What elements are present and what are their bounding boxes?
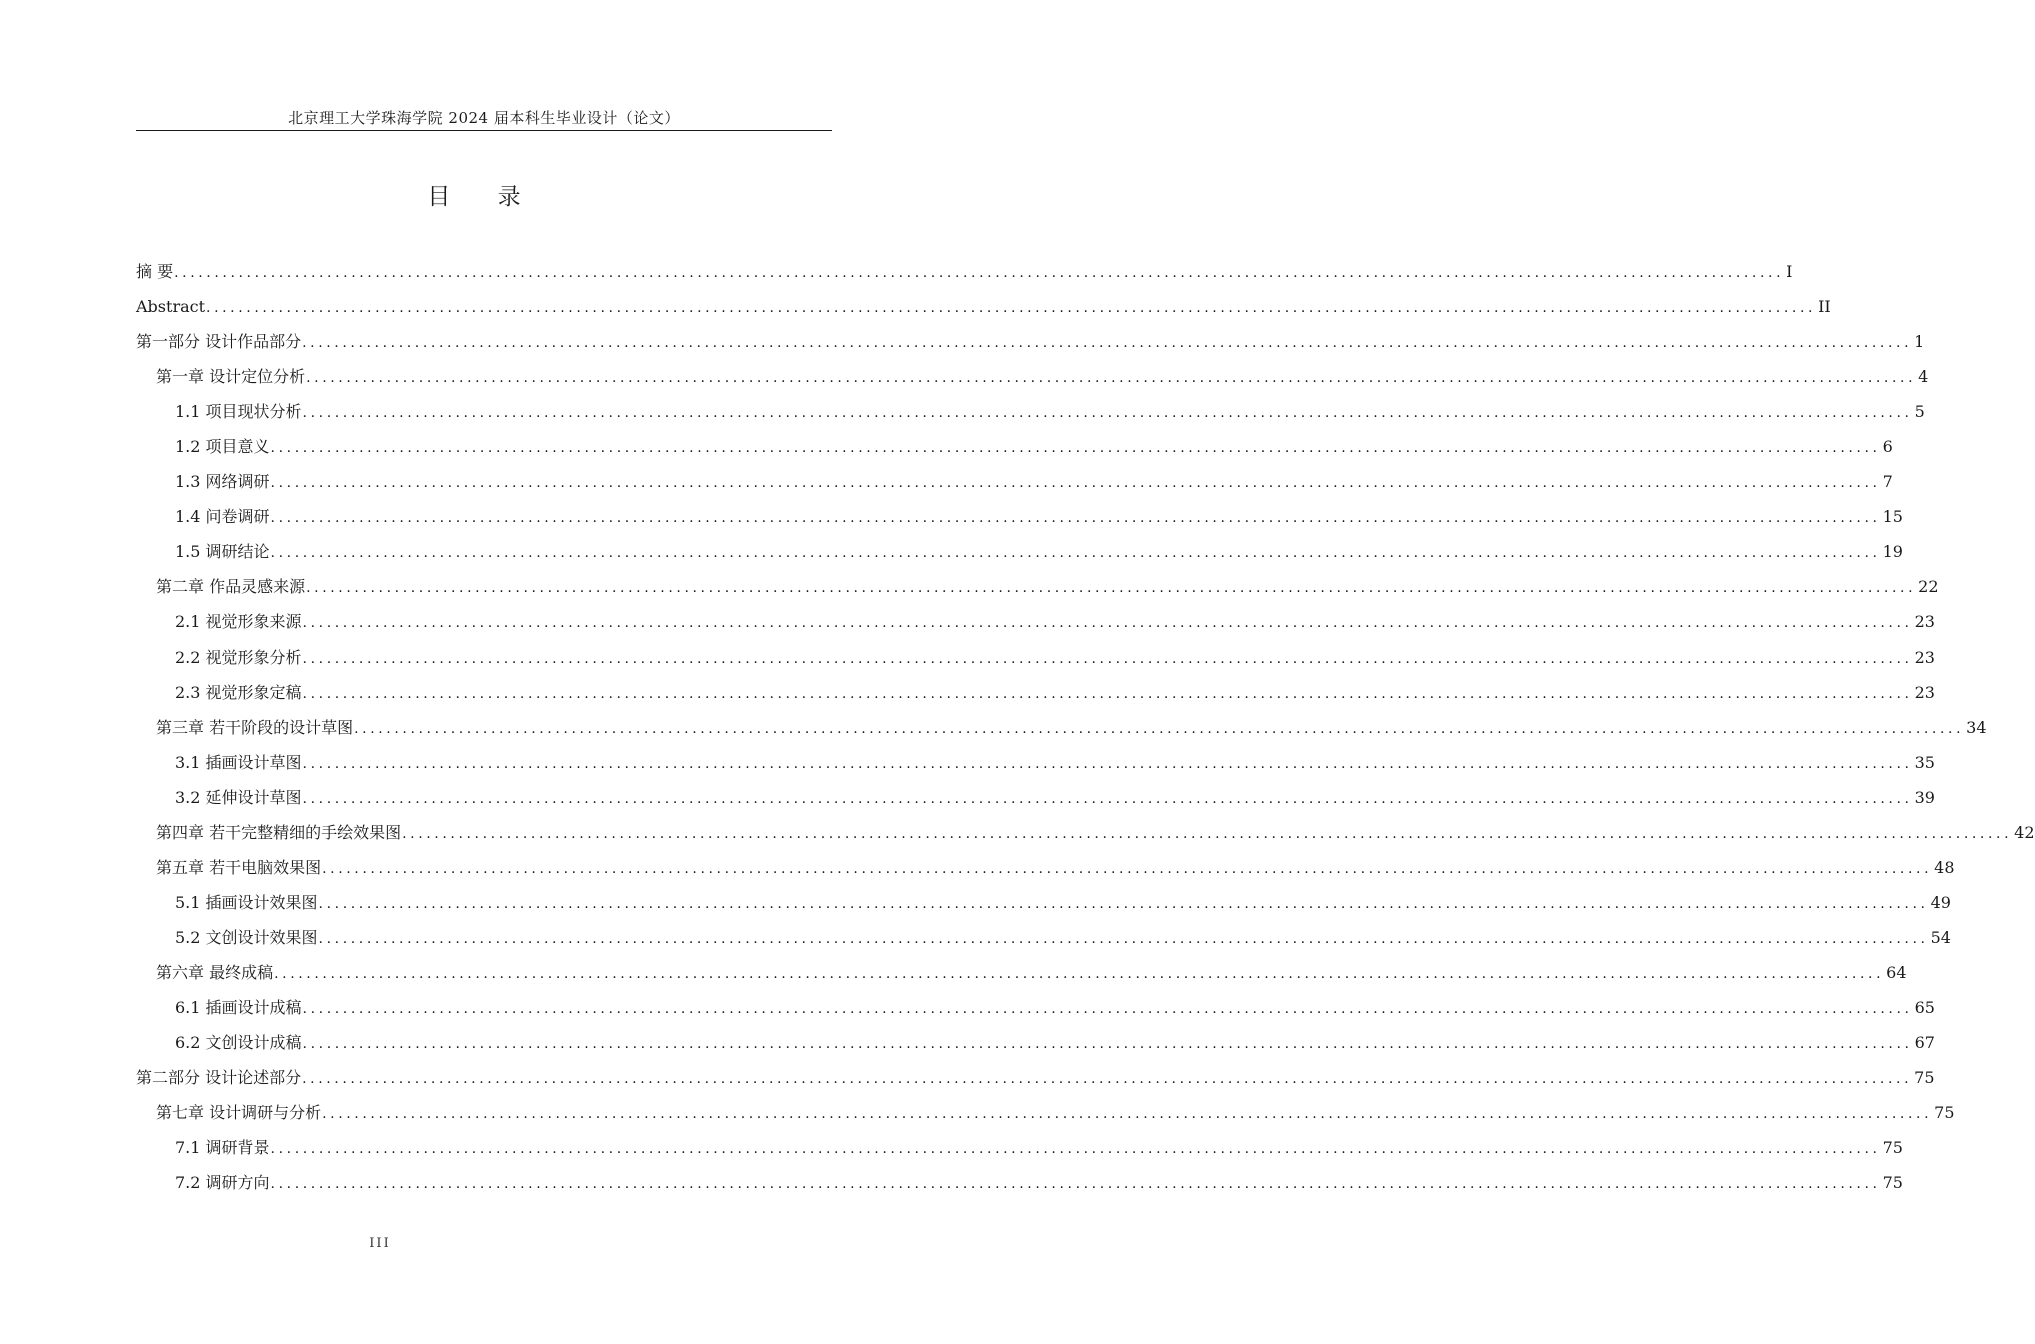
toc-entry-page: 4 xyxy=(1918,367,1929,387)
toc-entry-page: 42 xyxy=(2014,822,2035,842)
toc-entry-page: 34 xyxy=(1966,717,1987,737)
toc-leader-dots: ........................................................................................................................................................................................................ xyxy=(270,1176,1881,1193)
toc-entry-page: 75 xyxy=(1934,1103,1955,1123)
toc-leader-dots: ........................................................................................................................................................................................................ xyxy=(206,300,1817,317)
toc-entry-label: Abstract xyxy=(136,297,206,317)
toc-entry-page: 54 xyxy=(1930,927,1951,947)
toc-entry[interactable] xyxy=(0,257,1793,292)
toc-entry-page: 1 xyxy=(1914,332,1925,352)
header-rule xyxy=(136,130,832,131)
toc-leader-dots: ........................................................................................................................................................................................................ xyxy=(302,1036,1913,1053)
toc-entry-page: 64 xyxy=(1886,962,1907,982)
toc-entry-label: 1.2 项目意义 xyxy=(175,437,270,457)
toc-leader-dots: ........................................................................................................................................................................................................ xyxy=(270,545,1881,562)
toc-title: 目 录 xyxy=(427,184,541,210)
toc-leader-dots: ........................................................................................................................................................................................................ xyxy=(322,1106,1933,1123)
toc-entry-label: 第二部分 设计论述部分 xyxy=(136,1068,302,1088)
toc-entry[interactable] xyxy=(0,1168,1903,1203)
toc-entry-page: 19 xyxy=(1882,542,1903,562)
footer-page-number: III xyxy=(369,1236,391,1251)
toc-entry[interactable] xyxy=(0,292,1831,327)
toc-entry-page: 49 xyxy=(1930,892,1951,912)
toc-entry-page: 5 xyxy=(1914,402,1925,422)
toc-entry-label: 2.3 视觉形象定稿 xyxy=(175,682,302,702)
toc-entry-page: 75 xyxy=(1882,1138,1903,1158)
toc-entry-label: 1.3 网络调研 xyxy=(175,472,270,492)
toc-entry-label: 摘 要 xyxy=(136,262,174,281)
toc-entry-label: 第二章 作品灵感来源 xyxy=(156,577,306,597)
toc-leader-dots: ........................................................................................................................................................................................................ xyxy=(270,1141,1881,1158)
toc-leader-dots: ........................................................................................................................................................................................................ xyxy=(270,440,1881,457)
toc-entry-label: 1.4 问卷调研 xyxy=(175,507,270,527)
toc-entry-page: 67 xyxy=(1914,1033,1935,1053)
toc-entry-label: 6.1 插画设计成稿 xyxy=(175,997,302,1017)
toc-entry-label: 第六章 最终成稿 xyxy=(156,962,274,982)
toc-entry-label: 第一章 设计定位分析 xyxy=(156,367,306,387)
toc-entry[interactable] xyxy=(0,467,1893,502)
toc-entry-label: 第七章 设计调研与分析 xyxy=(156,1103,322,1123)
toc-entry-label: 第四章 若干完整精细的手绘效果图 xyxy=(156,822,402,842)
toc-entry[interactable] xyxy=(0,713,1987,748)
toc-entry-label: 6.2 文创设计成稿 xyxy=(175,1033,302,1053)
toc-entry[interactable] xyxy=(0,643,1935,678)
toc-entry[interactable] xyxy=(0,993,1935,1028)
toc-entry-page: 39 xyxy=(1914,787,1935,807)
toc-leader-dots: ........................................................................................................................................................................................................ xyxy=(318,895,1929,912)
toc-entry-page: 48 xyxy=(1934,857,1955,877)
toc-entry-page: 75 xyxy=(1882,1173,1903,1193)
toc-leader-dots: ........................................................................................................................................................................................................ xyxy=(274,965,1885,982)
toc-entry-page: 7 xyxy=(1882,472,1893,492)
toc-entry-page: 23 xyxy=(1914,682,1935,702)
toc-leader-dots: ........................................................................................................................................................................................................ xyxy=(322,860,1933,877)
toc-entry[interactable] xyxy=(0,1098,1955,1133)
toc-entry-label: 3.2 延伸设计草图 xyxy=(175,787,302,807)
toc-entry-label: 7.2 调研方向 xyxy=(175,1173,270,1193)
toc-leader-dots: ........................................................................................................................................................................................................ xyxy=(302,790,1913,807)
toc-leader-dots: ........................................................................................................................................................................................................ xyxy=(270,510,1881,527)
toc-leader-dots: ........................................................................................................................................................................................................ xyxy=(302,1000,1913,1017)
toc-entry[interactable] xyxy=(0,397,1925,432)
toc-entry-label: 第五章 若干电脑效果图 xyxy=(156,857,322,877)
toc-leader-dots: ........................................................................................................................................................................................................ xyxy=(306,370,1917,387)
toc-entry-page: 35 xyxy=(1914,752,1935,772)
toc-entry-label: 2.2 视觉形象分析 xyxy=(175,647,302,667)
toc-entry-label: 第一部分 设计作品部分 xyxy=(136,332,302,352)
toc-entry[interactable] xyxy=(0,853,1955,888)
toc-entry[interactable] xyxy=(0,783,1935,818)
toc-entry[interactable] xyxy=(0,432,1893,467)
toc-entry-page: 6 xyxy=(1882,437,1893,457)
toc-leader-dots: ........................................................................................................................................................................................................ xyxy=(174,265,1785,281)
toc-leader-dots: ........................................................................................................................................................................................................ xyxy=(302,615,1913,632)
toc-entry-page: 22 xyxy=(1918,577,1939,597)
toc-entry-label: 3.1 插画设计草图 xyxy=(175,752,302,772)
toc-entry-page: 75 xyxy=(1914,1068,1935,1088)
toc-entry-label: 1.1 项目现状分析 xyxy=(175,402,302,422)
toc-leader-dots: ........................................................................................................................................................................................................ xyxy=(302,685,1913,702)
toc-leader-dots: ........................................................................................................................................................................................................ xyxy=(302,335,1913,352)
toc-entry[interactable] xyxy=(0,362,1929,397)
toc-leader-dots: ........................................................................................................................................................................................................ xyxy=(402,825,2013,842)
toc-entry-label: 7.1 调研背景 xyxy=(175,1138,270,1158)
toc-entry[interactable] xyxy=(0,678,1935,713)
toc-leader-dots: ........................................................................................................................................................................................................ xyxy=(318,930,1929,947)
toc-entry-page: 15 xyxy=(1882,507,1903,527)
toc-entry[interactable] xyxy=(0,572,1939,607)
toc-entry[interactable] xyxy=(0,327,1925,362)
toc-leader-dots: ........................................................................................................................................................................................................ xyxy=(354,720,1965,737)
toc-leader-dots: ........................................................................................................................................................................................................ xyxy=(302,1071,1913,1088)
toc-entry-label: 5.1 插画设计效果图 xyxy=(175,892,318,912)
toc-entry-label: 1.5 调研结论 xyxy=(175,542,270,562)
toc-entry[interactable] xyxy=(0,748,1935,783)
toc-entry[interactable] xyxy=(0,607,1935,642)
toc-entry-label: 第三章 若干阶段的设计草图 xyxy=(156,717,354,737)
toc-leader-dots: ........................................................................................................................................................................................................ xyxy=(302,405,1913,422)
toc-entry-page: 23 xyxy=(1914,647,1935,667)
toc-entry[interactable] xyxy=(0,923,1951,958)
page-header: 北京理工大学珠海学院 2024 届本科生毕业设计（论文） xyxy=(288,109,680,127)
table-of-contents xyxy=(0,257,2035,1203)
toc-entry[interactable] xyxy=(0,888,1951,923)
toc-leader-dots: ........................................................................................................................................................................................................ xyxy=(302,755,1913,772)
toc-entry[interactable] xyxy=(0,502,1903,537)
toc-entry-page: II xyxy=(1818,297,1831,317)
toc-entry[interactable] xyxy=(0,1063,1935,1098)
toc-leader-dots: ........................................................................................................................................................................................................ xyxy=(306,580,1917,597)
toc-leader-dots: ........................................................................................................................................................................................................ xyxy=(302,650,1913,667)
toc-entry[interactable] xyxy=(0,537,1903,572)
toc-entry-page: 23 xyxy=(1914,612,1935,632)
toc-entry[interactable] xyxy=(0,1028,1935,1063)
toc-entry-label: 2.1 视觉形象来源 xyxy=(175,612,302,632)
toc-entry[interactable] xyxy=(0,818,2035,853)
toc-entry-page: I xyxy=(1786,262,1793,281)
toc-entry[interactable] xyxy=(0,1133,1903,1168)
toc-entry-label: 5.2 文创设计效果图 xyxy=(175,927,318,947)
toc-entry[interactable] xyxy=(0,958,1907,993)
toc-entry-page: 65 xyxy=(1914,997,1935,1017)
toc-leader-dots: ........................................................................................................................................................................................................ xyxy=(270,475,1881,492)
